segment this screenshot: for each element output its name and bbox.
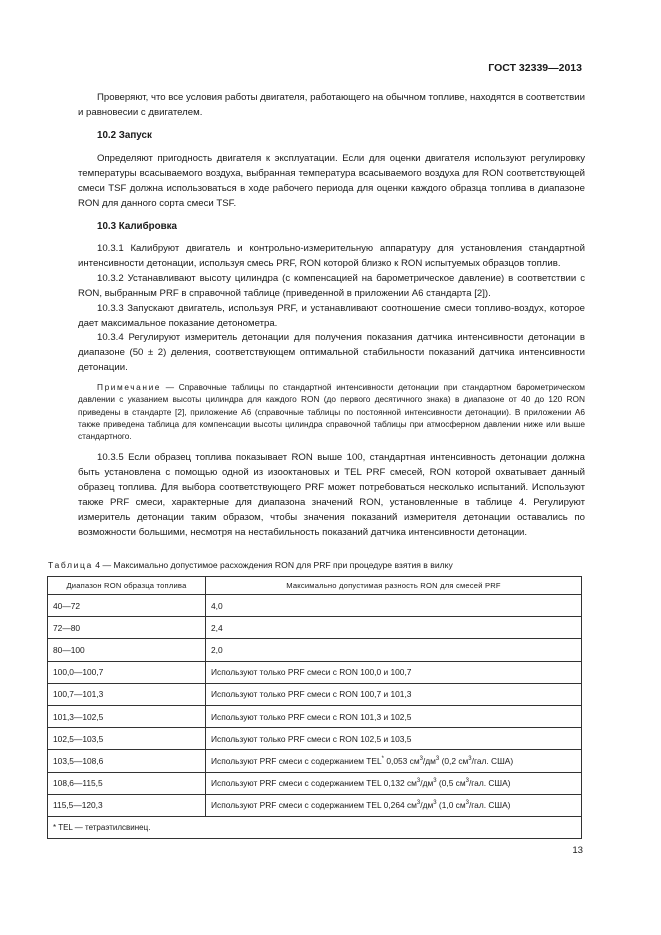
note-paragraph xyxy=(78,381,585,443)
tel-per: /дм xyxy=(420,800,434,811)
tel-amount-gal: (0,2 см xyxy=(439,755,469,766)
footnote-marker: * xyxy=(381,756,385,763)
cell-value: 2,0 xyxy=(206,639,582,661)
table-row xyxy=(48,617,582,639)
cell-value: 4,0 xyxy=(206,595,582,617)
paragraph-10-3-1: 10.3.1 Калибруют двигатель и контрольно-измерительную аппаратуру для установления стандартной интенсивности детонации, используя смесь PRF, RON которой близко к RON испытуемых образцов топлив. xyxy=(78,243,585,269)
superscript-3: 3 xyxy=(465,778,469,785)
cell-value xyxy=(206,750,582,772)
tel-gal: /гал. США) xyxy=(468,800,511,811)
cell-value: Используют только PRF смеси с RON 102,5 и 103,5 xyxy=(206,728,582,750)
superscript-3: 3 xyxy=(419,756,423,763)
table-row xyxy=(48,750,582,772)
cell-range: 103,5—108,6 xyxy=(48,750,206,772)
paragraph-10-3-5-block xyxy=(78,451,585,540)
cell-range: 115,5—120,3 xyxy=(48,794,206,816)
cell-range: 80—100 xyxy=(48,639,206,661)
intro-text: Проверяют, что все условия работы двигателя, работающего на обычном топливе, находятся в соответствии и равновесии с двигателем. xyxy=(78,92,585,118)
superscript-3: 3 xyxy=(468,756,472,763)
header-range: Диапазон RON образца топлива xyxy=(48,577,206,595)
section-10-3-body xyxy=(78,242,585,376)
superscript-3: 3 xyxy=(435,756,440,763)
tel-text-a: Используют PRF смеси с содержанием TEL xyxy=(211,778,382,789)
cell-value: Используют только PRF смеси с RON 101,3 и 102,5 xyxy=(206,705,582,727)
note-text: — Справочные таблицы по стандартной интенсивности детонации при стандартном барометрическом давлении с указанием высоты цилиндра для каждого RON (до первого десятичного знака) в диапазоне от 40 до 120 RON приведены в стандарте [2], приложение А6 (справочные таблицы по постоянной интенсивности детонации). В приложении А6 также приведена таблица для компенсации высоты цилиндра справочной таблицы при атмосферном давлении ниже или выше стандартного. xyxy=(78,382,585,442)
cell-range: 100,7—101,3 xyxy=(48,683,206,705)
tel-amount: 0,053 см xyxy=(384,755,420,766)
paragraph-10-3-2: 10.3.2 Устанавливают высоту цилиндра (с компенсацией на барометрическое давление) в соответствии с RON, выбранным PRF в справочной таблице (приведенной в приложении А6 стандарта [2]). xyxy=(78,272,585,299)
table-header-row xyxy=(48,577,582,595)
table-row xyxy=(48,639,582,661)
cell-range: 102,5—103,5 xyxy=(48,728,206,750)
note-label: Примечание xyxy=(97,382,162,392)
tel-amount-gal: (1,0 см xyxy=(436,800,466,811)
table-row xyxy=(48,683,582,705)
table-footnote: * TEL — тетраэтилсвинец. xyxy=(48,816,582,838)
tel-gal: /гал. США) xyxy=(468,778,511,789)
superscript-3: 3 xyxy=(433,800,437,807)
tel-amount: 0,132 см xyxy=(381,778,417,789)
section-10-3-heading: 10.3 Калибровка xyxy=(97,221,177,232)
cell-range: 40—72 xyxy=(48,595,206,617)
paragraph-10-3-4: 10.3.4 Регулируют измеритель детонации для получения показания датчика интенсивности детонации в диапазоне (50 ± 2) деления, соответствующем оптимальной стабильности показаний датчика интенсивности детонации. xyxy=(78,332,585,374)
superscript-3: 3 xyxy=(416,800,421,807)
section-10-2-body xyxy=(78,152,585,212)
cell-value: Используют только PRF смеси с RON 100,0 и 100,7 xyxy=(206,661,582,683)
tel-per: /дм xyxy=(422,755,436,766)
superscript-3: 3 xyxy=(416,778,421,785)
section-10-2-text: Определяют пригодность двигателя к эксплуатации. Если для оценки двигателя используют регулировку температуры всасываемого воздуха, выбранная температура всасываемого воздуха для RON соответствующей смеси TSF должна использоваться в ходе рабочего периода для оценки каждого образца топлива в диапазоне RON для данного сорта смеси TSF. xyxy=(78,153,585,209)
tel-per: /дм xyxy=(420,778,434,789)
ron-table xyxy=(47,576,582,839)
tel-amount-gal: (0,5 см xyxy=(436,778,466,789)
paragraph-10-3-5: 10.3.5 Если образец топлива показывает RON выше 100, стандартная интенсивность детонации должна быть установлена с помощью одной из изооктановых и TEL PRF смесей, RON которой охватывает данный образец топлива. Для выбора соответствующего PRF может потребоваться несколько испытаний. Используют также PRF смеси, характерные для диапазона значений RON, установленные в таблице 4. Регулируют измеритель детонации таким образом, чтобы значения показаний измерителя детонации оставались по возможности большими, несмотря на нестабильность показаний датчика интенсивности детонации. xyxy=(78,452,585,538)
table-label: Таблица xyxy=(48,560,93,570)
section-10-2-heading: 10.2 Запуск xyxy=(97,130,152,141)
cell-value: 2,4 xyxy=(206,617,582,639)
table-caption xyxy=(48,560,453,570)
cell-value xyxy=(206,794,582,816)
table-row xyxy=(48,772,582,794)
superscript-3: 3 xyxy=(433,778,437,785)
tel-gal: /гал. США) xyxy=(471,755,514,766)
note-block xyxy=(78,381,585,443)
table-row xyxy=(48,794,582,816)
cell-range: 100,0—100,7 xyxy=(48,661,206,683)
cell-range: 108,6—115,5 xyxy=(48,772,206,794)
table-row xyxy=(48,595,582,617)
tel-amount: 0,264 см xyxy=(381,800,417,811)
cell-value xyxy=(206,772,582,794)
table-row xyxy=(48,728,582,750)
table-row xyxy=(48,661,582,683)
cell-value: Используют только PRF смеси с RON 100,7 и 101,3 xyxy=(206,683,582,705)
standard-number: ГОСТ 32339—2013 xyxy=(488,62,582,74)
tel-text-a: Используют PRF смеси с содержанием TEL xyxy=(211,800,382,811)
page-number: 13 xyxy=(572,845,583,856)
paragraph-10-3-3: 10.3.3 Запускают двигатель, используя PRF, и устанавливают соотношение смеси топливо-воздух, которое дает максимальное показание детонометра. xyxy=(78,302,585,329)
cell-range: 101,3—102,5 xyxy=(48,705,206,727)
tel-text-a: Используют PRF смеси с содержанием TEL xyxy=(211,755,382,766)
table-footnote-row xyxy=(48,816,582,838)
intro-paragraph xyxy=(78,91,585,121)
table-row xyxy=(48,705,582,727)
table-caption-text: 4 — Максимально допустимое расхождения RON для PRF при процедуре взятия в вилку xyxy=(92,560,453,570)
header-difference: Максимально допустимая разность RON для смесей PRF xyxy=(206,577,582,595)
cell-range: 72—80 xyxy=(48,617,206,639)
superscript-3: 3 xyxy=(465,800,469,807)
